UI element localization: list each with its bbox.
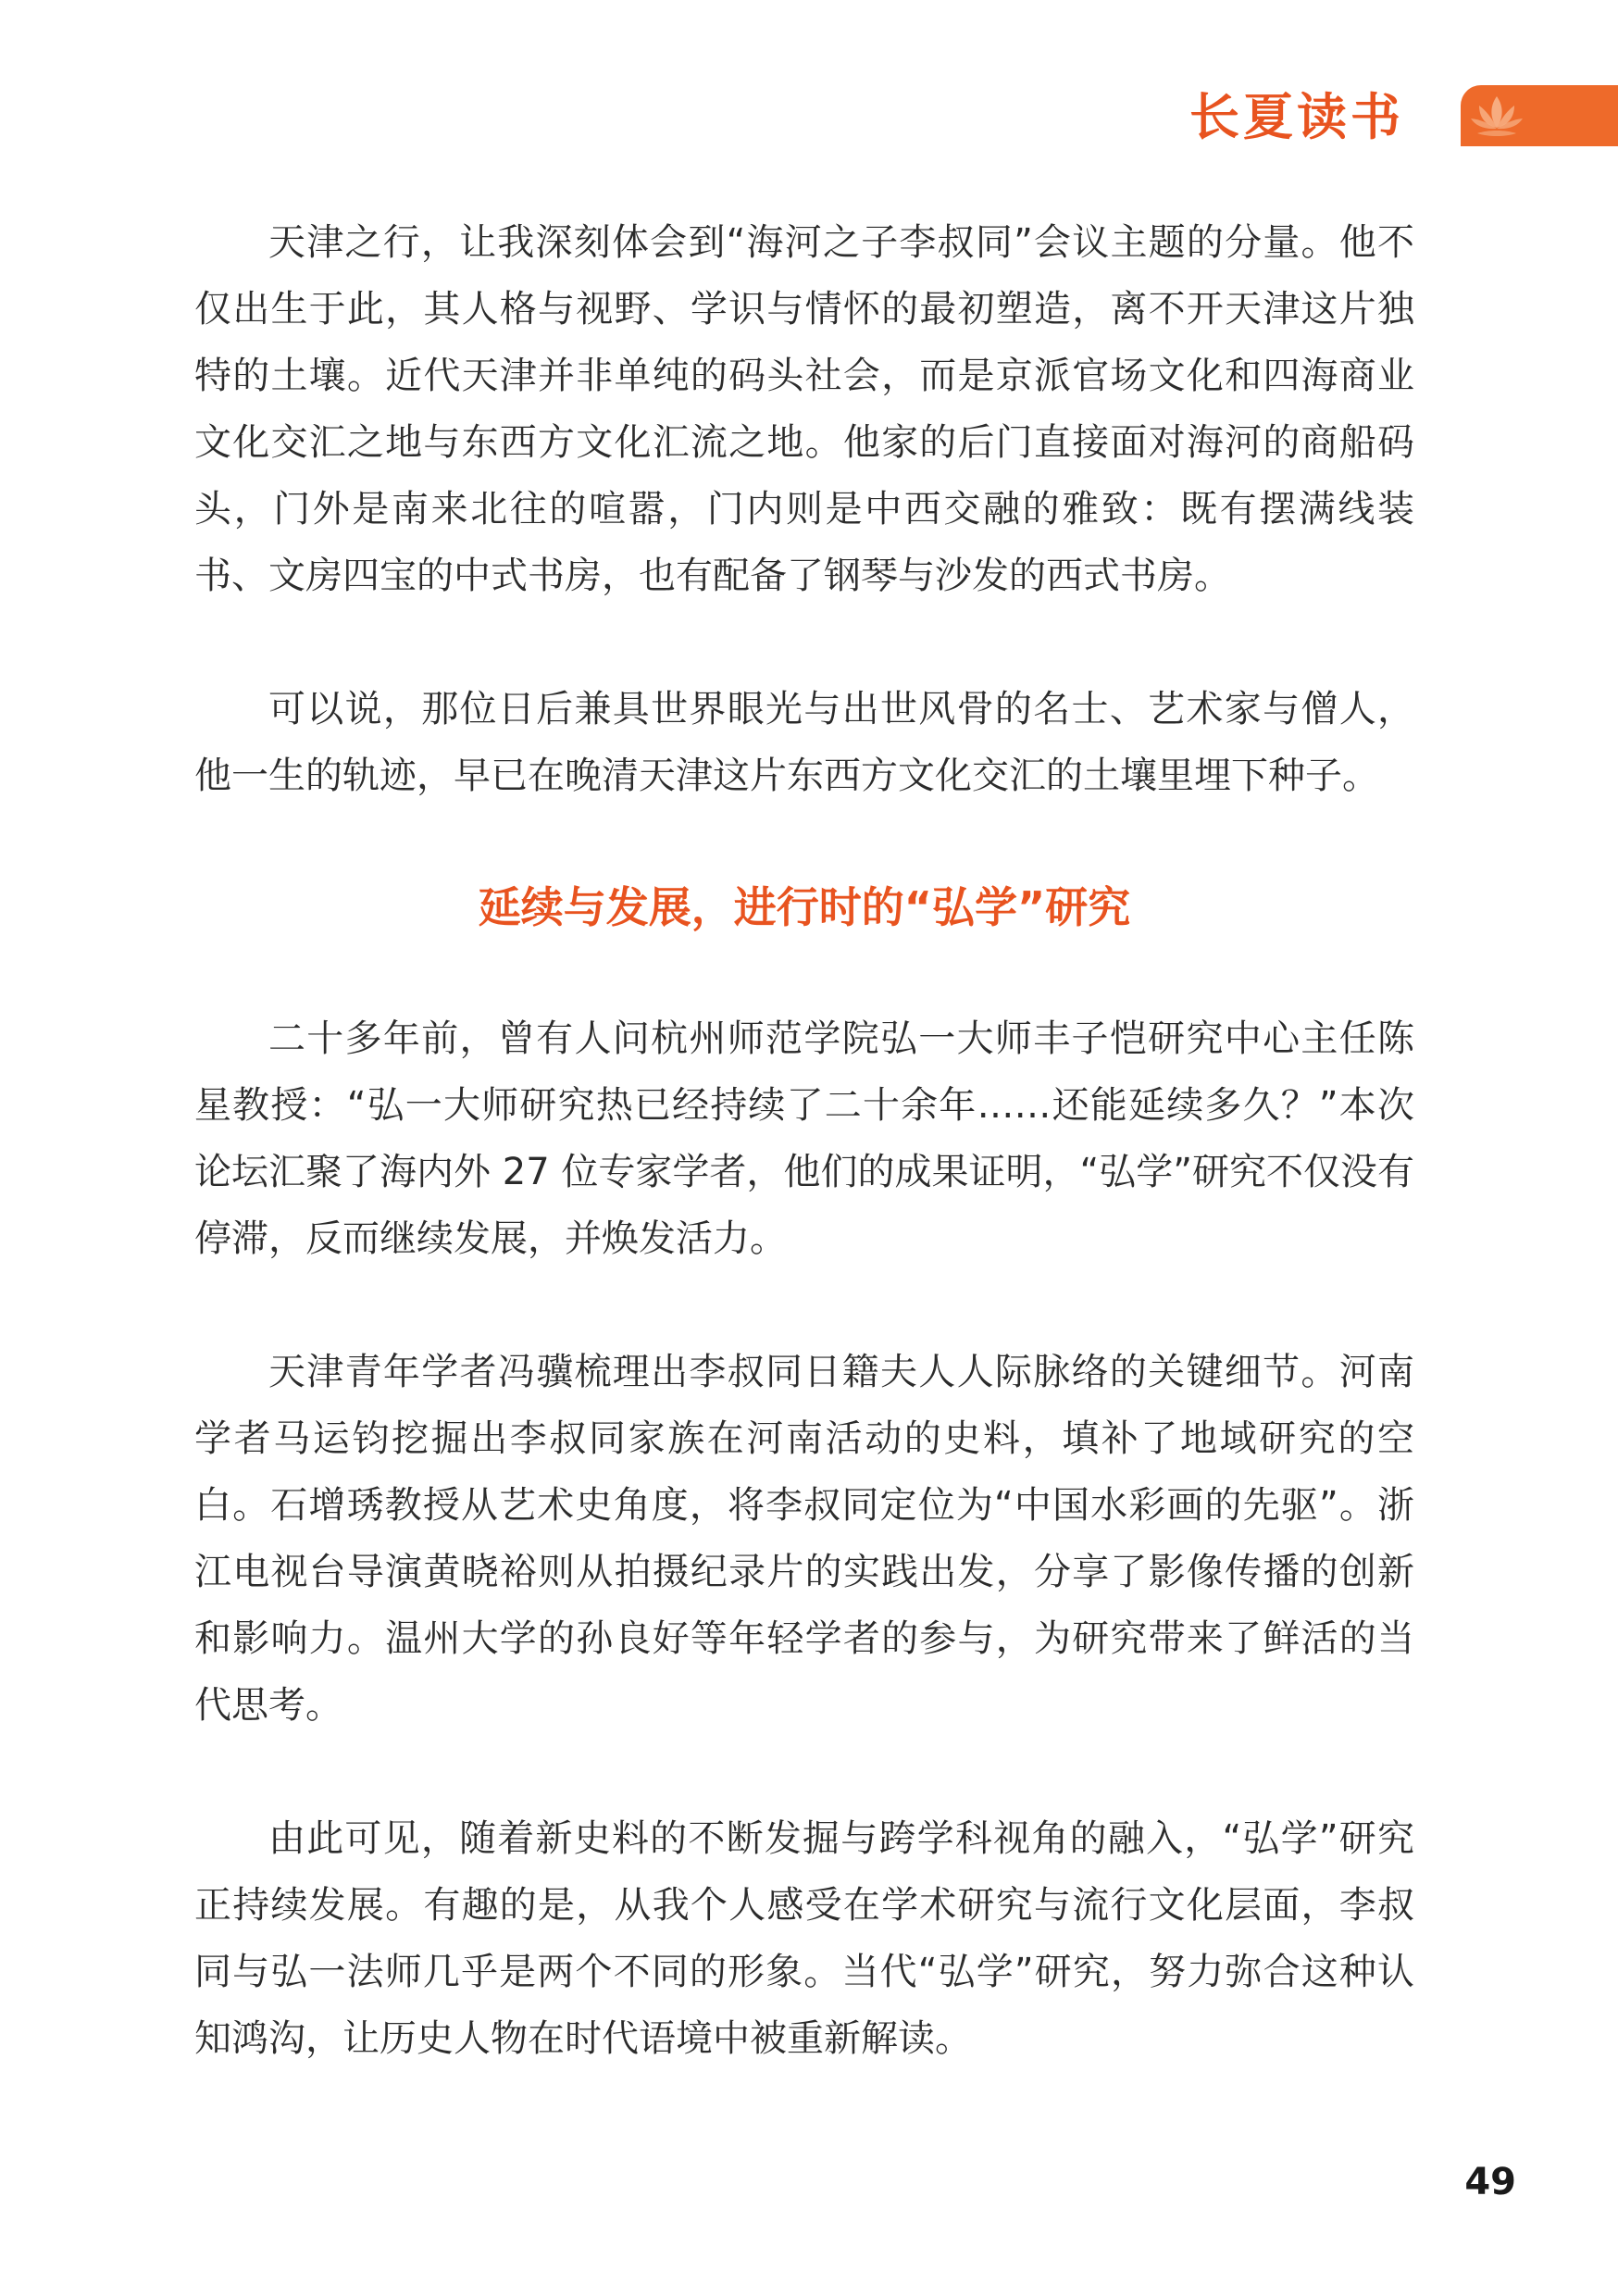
article-body xyxy=(194,209,1414,2072)
header-tab xyxy=(1461,85,1618,146)
paragraph: 由此可见，随着新史料的不断发掘与跨学科视角的融入，“弘学”研究正持续发展。有趣的是，从我个人感受在学术研究与流行文化层面，李叔同与弘一法师几乎是两个不同的形象。当代“弘学”研究，努力弥合这种认知鸿沟，让历史人物在时代语境中被重新解读。 xyxy=(194,1817,1414,2060)
section-title: 长夏读书 xyxy=(1189,88,1404,146)
paragraph: 可以说，那位日后兼具世界眼光与出世风骨的名士、艺术家与僧人，他一生的轨迹，早已在晚清天津这片东西方文化交汇的土壤里埋下种子。 xyxy=(194,688,1414,797)
paragraph: 二十多年前，曾有人问杭州师范学院弘一大师丰子恺研究中心主任陈星教授：“弘一大师研究热已经持续了二十余年……还能延续多久？”本次论坛汇聚了海内外 27 位专家学者，他们的成果证明，“弘学”研究不仅没有停滞，反而继续发展，并焕发活力。 xyxy=(194,1017,1414,1260)
paragraph: 天津青年学者冯骥梳理出李叔同日籍夫人人际脉络的关键细节。河南学者马运钧挖掘出李叔同家族在河南活动的史料，填补了地域研究的空白。石增琇教授从艺术史角度，将李叔同定位为“中国水彩画的先驱”。浙江电视台导演黄晓裕则从拍摄纪录片的实践出发，分享了影像传播的创新和影响力。温州大学的孙良好等年轻学者的参与，为研究带来了鲜活的当代思考。 xyxy=(194,1351,1414,1727)
section-heading: 延续与发展，进行时的“弘学”研究 xyxy=(478,882,1131,932)
lotus-icon xyxy=(1468,91,1525,143)
page-number: 49 xyxy=(1464,2161,1516,2203)
paragraph: 天津之行，让我深刻体会到“海河之子李叔同”会议主题的分量。他不仅出生于此，其人格与视野、学识与情怀的最初塑造，离不开天津这片独特的土壤。近代天津并非单纯的码头社会，而是京派官场文化和四海商业文化交汇之地与东西方文化汇流之地。他家的后门直接面对海河的商船码头，门外是南来北往的喧嚣，门内则是中西交融的雅致：既有摆满线装书、文房四宝的中式书房，也有配备了钢琴与沙发的西式书房。 xyxy=(194,221,1414,597)
